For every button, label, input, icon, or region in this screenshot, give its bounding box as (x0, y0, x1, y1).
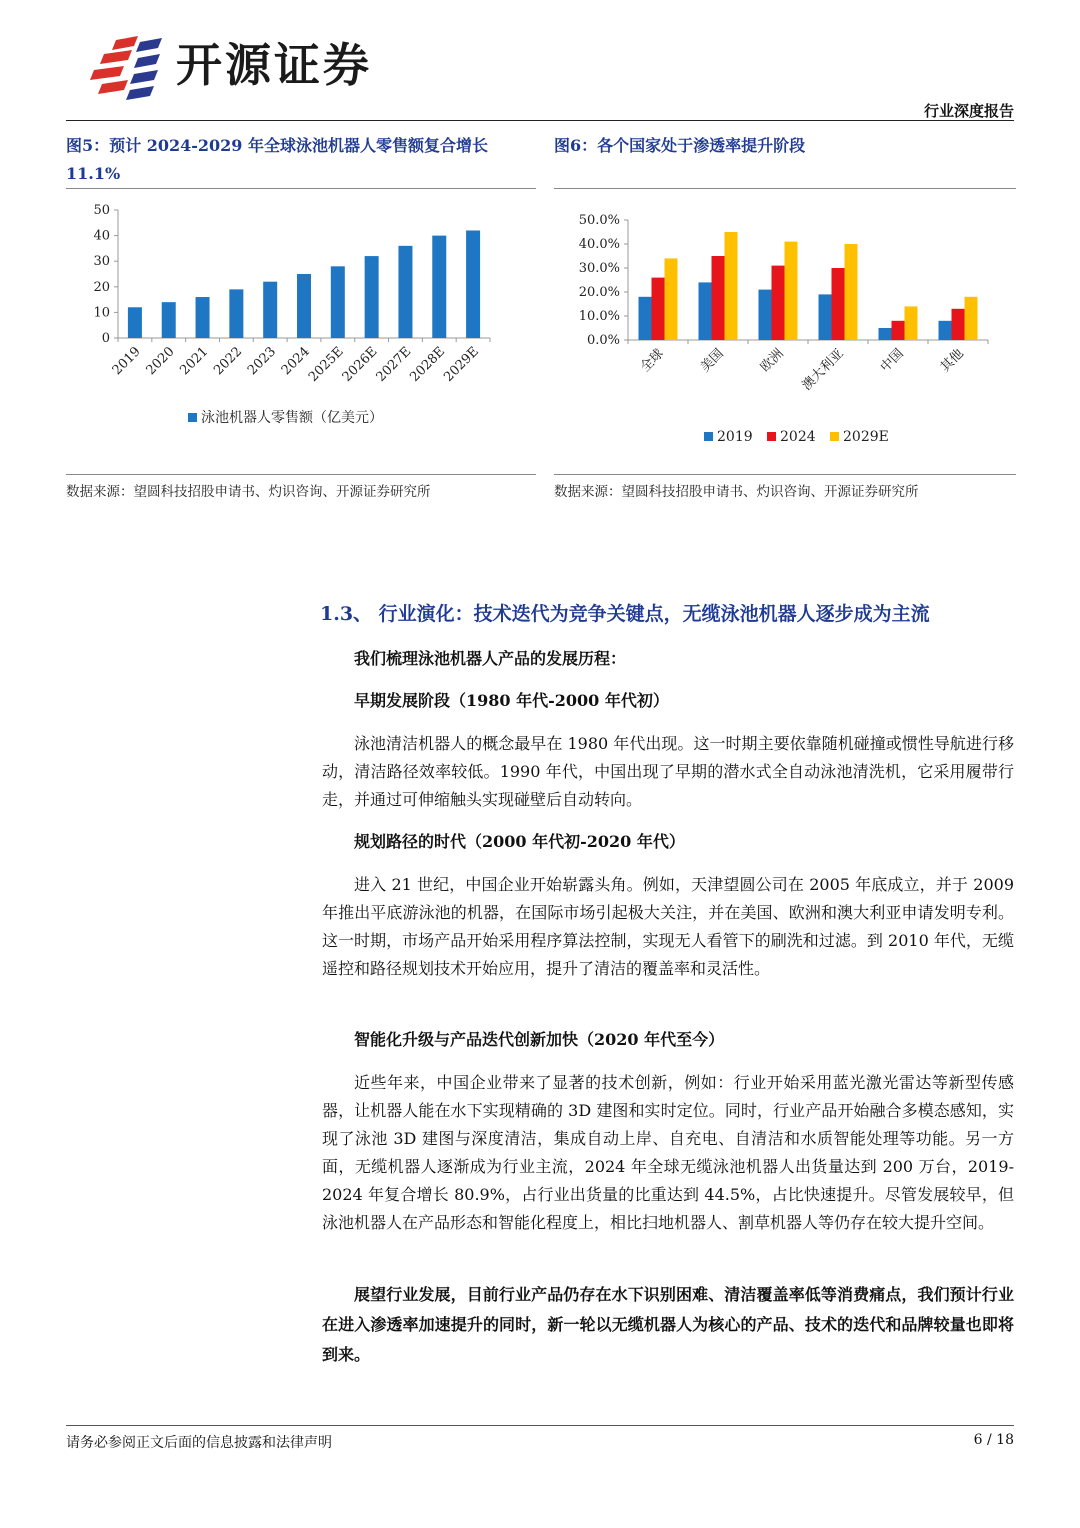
bar-欧洲-2019 (759, 290, 772, 340)
fig5-source: 数据来源：望圆科技招股申请书、灼识咨询、开源证券研究所 (66, 484, 431, 500)
legend-swatch-泳池机器人零售额（亿美元） (188, 413, 197, 422)
bar-2022-泳池机器人零售额（亿美元） (229, 289, 243, 338)
x-tick-label: 2020 (143, 344, 178, 379)
bar-2029E-泳池机器人零售额（亿美元） (466, 230, 480, 338)
y-tick-label: 0 (101, 331, 110, 346)
stage1-heading: 早期发展阶段（1980 年代-2000 年代初） (354, 691, 669, 710)
bar-2026E-泳池机器人零售额（亿美元） (365, 256, 379, 338)
x-tick-label: 2029E (441, 344, 482, 385)
x-tick-label: 2028E (407, 344, 449, 385)
bar-其他-2024 (952, 309, 965, 340)
bar-2023-泳池机器人零售额（亿美元） (263, 282, 277, 338)
footer-divider (66, 1425, 1014, 1426)
stage3-heading: 智能化升级与产品迭代创新加快（2020 年代至今） (354, 1030, 725, 1049)
fig6-chart (554, 196, 1016, 466)
legend-label-2024: 2024 (780, 429, 816, 445)
bar-其他-2029E (965, 297, 978, 340)
stage1-paragraph: 泳池清洁机器人的概念最早在 1980 年代出现。这一时期主要依靠随机碰撞或惯性导航进行移动，清洁路径效率较低。1990 年代，中国出现了早期的潜水式全自动泳池清洗机，它采用履带行走，并通过可伸缩触头实现碰壁后自动转向。 (322, 734, 1014, 809)
bar-欧洲-2024 (772, 266, 785, 340)
x-tick-label: 2021 (177, 344, 212, 379)
legend-label-2029E: 2029E (843, 429, 889, 445)
footer-disclaimer: 请务必参阅正文后面的信息披露和法律声明 (66, 1435, 332, 1451)
bar-2020-泳池机器人零售额（亿美元） (162, 302, 176, 338)
page-number: 6 / 18 (973, 1432, 1014, 1448)
bar-2021-泳池机器人零售额（亿美元） (196, 297, 210, 338)
x-tick-label: 2022 (211, 344, 246, 379)
fig6-bottom-rule (554, 474, 1016, 475)
bar-2024-泳池机器人零售额（亿美元） (297, 274, 311, 338)
fig5-bottom-rule (66, 474, 536, 475)
bar-中国-2019 (879, 328, 892, 340)
y-tick-label: 20.0% (578, 285, 620, 300)
bar-美国-2029E (725, 232, 738, 340)
legend-swatch-2024 (767, 432, 776, 441)
bar-中国-2029E (905, 306, 918, 340)
bar-全球-2019 (639, 297, 652, 340)
bar-2027E-泳池机器人零售额（亿美元） (398, 246, 412, 338)
company-logo-text: 开源证券 (176, 38, 372, 92)
y-tick-label: 30 (93, 254, 110, 270)
y-tick-label: 30.0% (578, 261, 620, 276)
x-tick-label: 全球 (637, 346, 667, 376)
x-tick-label: 中国 (877, 346, 907, 376)
y-tick-label: 10 (93, 305, 110, 321)
fig5-chart (66, 196, 536, 466)
legend-label-泳池机器人零售额（亿美元）: 泳池机器人零售额（亿美元） (201, 410, 383, 426)
x-tick-label: 2024 (278, 344, 313, 379)
x-tick-label: 欧洲 (757, 346, 787, 376)
header-divider (66, 120, 1014, 121)
bar-中国-2024 (892, 321, 905, 340)
bar-全球-2029E (665, 258, 678, 340)
y-tick-label: 40 (93, 228, 110, 244)
bar-2028E-泳池机器人零售额（亿美元） (432, 236, 446, 338)
section-title: 1.3、 行业演化：技术迭代为竞争关键点，无缆泳池机器人逐步成为主流 (320, 603, 930, 625)
x-tick-label: 澳大利亚 (799, 346, 847, 394)
fig6-top-rule (554, 188, 1016, 189)
bar-美国-2019 (699, 282, 712, 340)
y-tick-label: 0.0% (586, 333, 620, 348)
x-tick-label: 2023 (245, 344, 280, 379)
section-intro: 我们梳理泳池机器人产品的发展历程： (354, 649, 627, 668)
fig5-title: 图5：预计 2024-2029 年全球泳池机器人零售额复合增长 11.1% (66, 136, 488, 183)
bar-全球-2024 (652, 278, 665, 340)
x-tick-label: 2026E (339, 344, 381, 385)
fig5-top-rule (66, 188, 536, 189)
bar-美国-2024 (712, 256, 725, 340)
fig6-title: 图6：各个国家处于渗透率提升阶段 (554, 136, 806, 155)
bar-其他-2019 (939, 321, 952, 340)
legend-swatch-2029E (830, 432, 839, 441)
bar-澳大利亚-2019 (819, 294, 832, 340)
stage2-paragraph: 进入 21 世纪，中国企业开始崭露头角。例如，天津望圆公司在 2005 年底成立，并于 2009 年推出平底游泳池的机器，在国际市场引起极大关注，并在美国、欧洲和澳大利亚申请发明专利。这一时期，市场产品开始采用程序算法控制，实现无人看管下的刷洗和过滤。到 2010 年代，无缆遥控和路径规划技术开始应用，提升了清洁的覆盖率和灵活性。 (322, 875, 1014, 978)
x-tick-label: 2027E (373, 344, 415, 385)
bar-欧洲-2029E (785, 242, 798, 340)
bar-澳大利亚-2029E (845, 244, 858, 340)
company-logo-mark (88, 36, 168, 102)
outlook-paragraph: 展望行业发展，目前行业产品仍存在水下识别困难、清洁覆盖率低等消费痛点，我们预计行业在进入渗透率加速提升的同时，新一轮以无缆机器人为核心的产品、技术的迭代和品牌较量也即将到来。 (322, 1285, 1014, 1364)
y-tick-label: 50 (93, 203, 110, 218)
stage2-heading: 规划路径的时代（2000 年代初-2020 年代） (354, 832, 685, 851)
logo-icon (90, 36, 162, 100)
stage3-paragraph: 近些年来，中国企业带来了显著的技术创新，例如：行业开始采用蓝光激光雷达等新型传感器，让机器人能在水下实现精确的 3D 建图和实时定位。同时，行业产品开始融合多模态感知，实现了泳池 3D 建图与深度清洁，集成自动上岸、自充电、自清洁和水质智能处理等功能。另一方面，无缆机器人逐渐成为行业主流，2024 年全球无缆泳池机器人出货量达到 200 万台，2019-2024 年复合增长 80.9%，占行业出货量的比重达到 44.5%，占比快速提升。尽管发展较早，但泳池机器人在产品形态和智能化程度上，相比扫地机器人、割草机器人等仍存在较大提升空间。 (322, 1073, 1014, 1232)
bar-2025E-泳池机器人零售额（亿美元） (331, 266, 345, 338)
x-tick-label: 2025E (305, 344, 347, 385)
x-tick-label: 2019 (109, 344, 144, 379)
y-tick-label: 40.0% (578, 237, 620, 252)
fig6-source: 数据来源：望圆科技招股申请书、灼识咨询、开源证券研究所 (554, 484, 919, 500)
y-tick-label: 50.0% (578, 213, 620, 228)
legend-label-2019: 2019 (717, 429, 753, 445)
report-type-label: 行业深度报告 (923, 102, 1014, 120)
x-tick-label: 美国 (697, 346, 727, 376)
y-tick-label: 10.0% (578, 309, 620, 324)
x-tick-label: 其他 (937, 346, 967, 376)
bar-2019-泳池机器人零售额（亿美元） (128, 307, 142, 338)
legend-swatch-2019 (704, 432, 713, 441)
bar-澳大利亚-2024 (832, 268, 845, 340)
y-tick-label: 20 (93, 279, 110, 295)
